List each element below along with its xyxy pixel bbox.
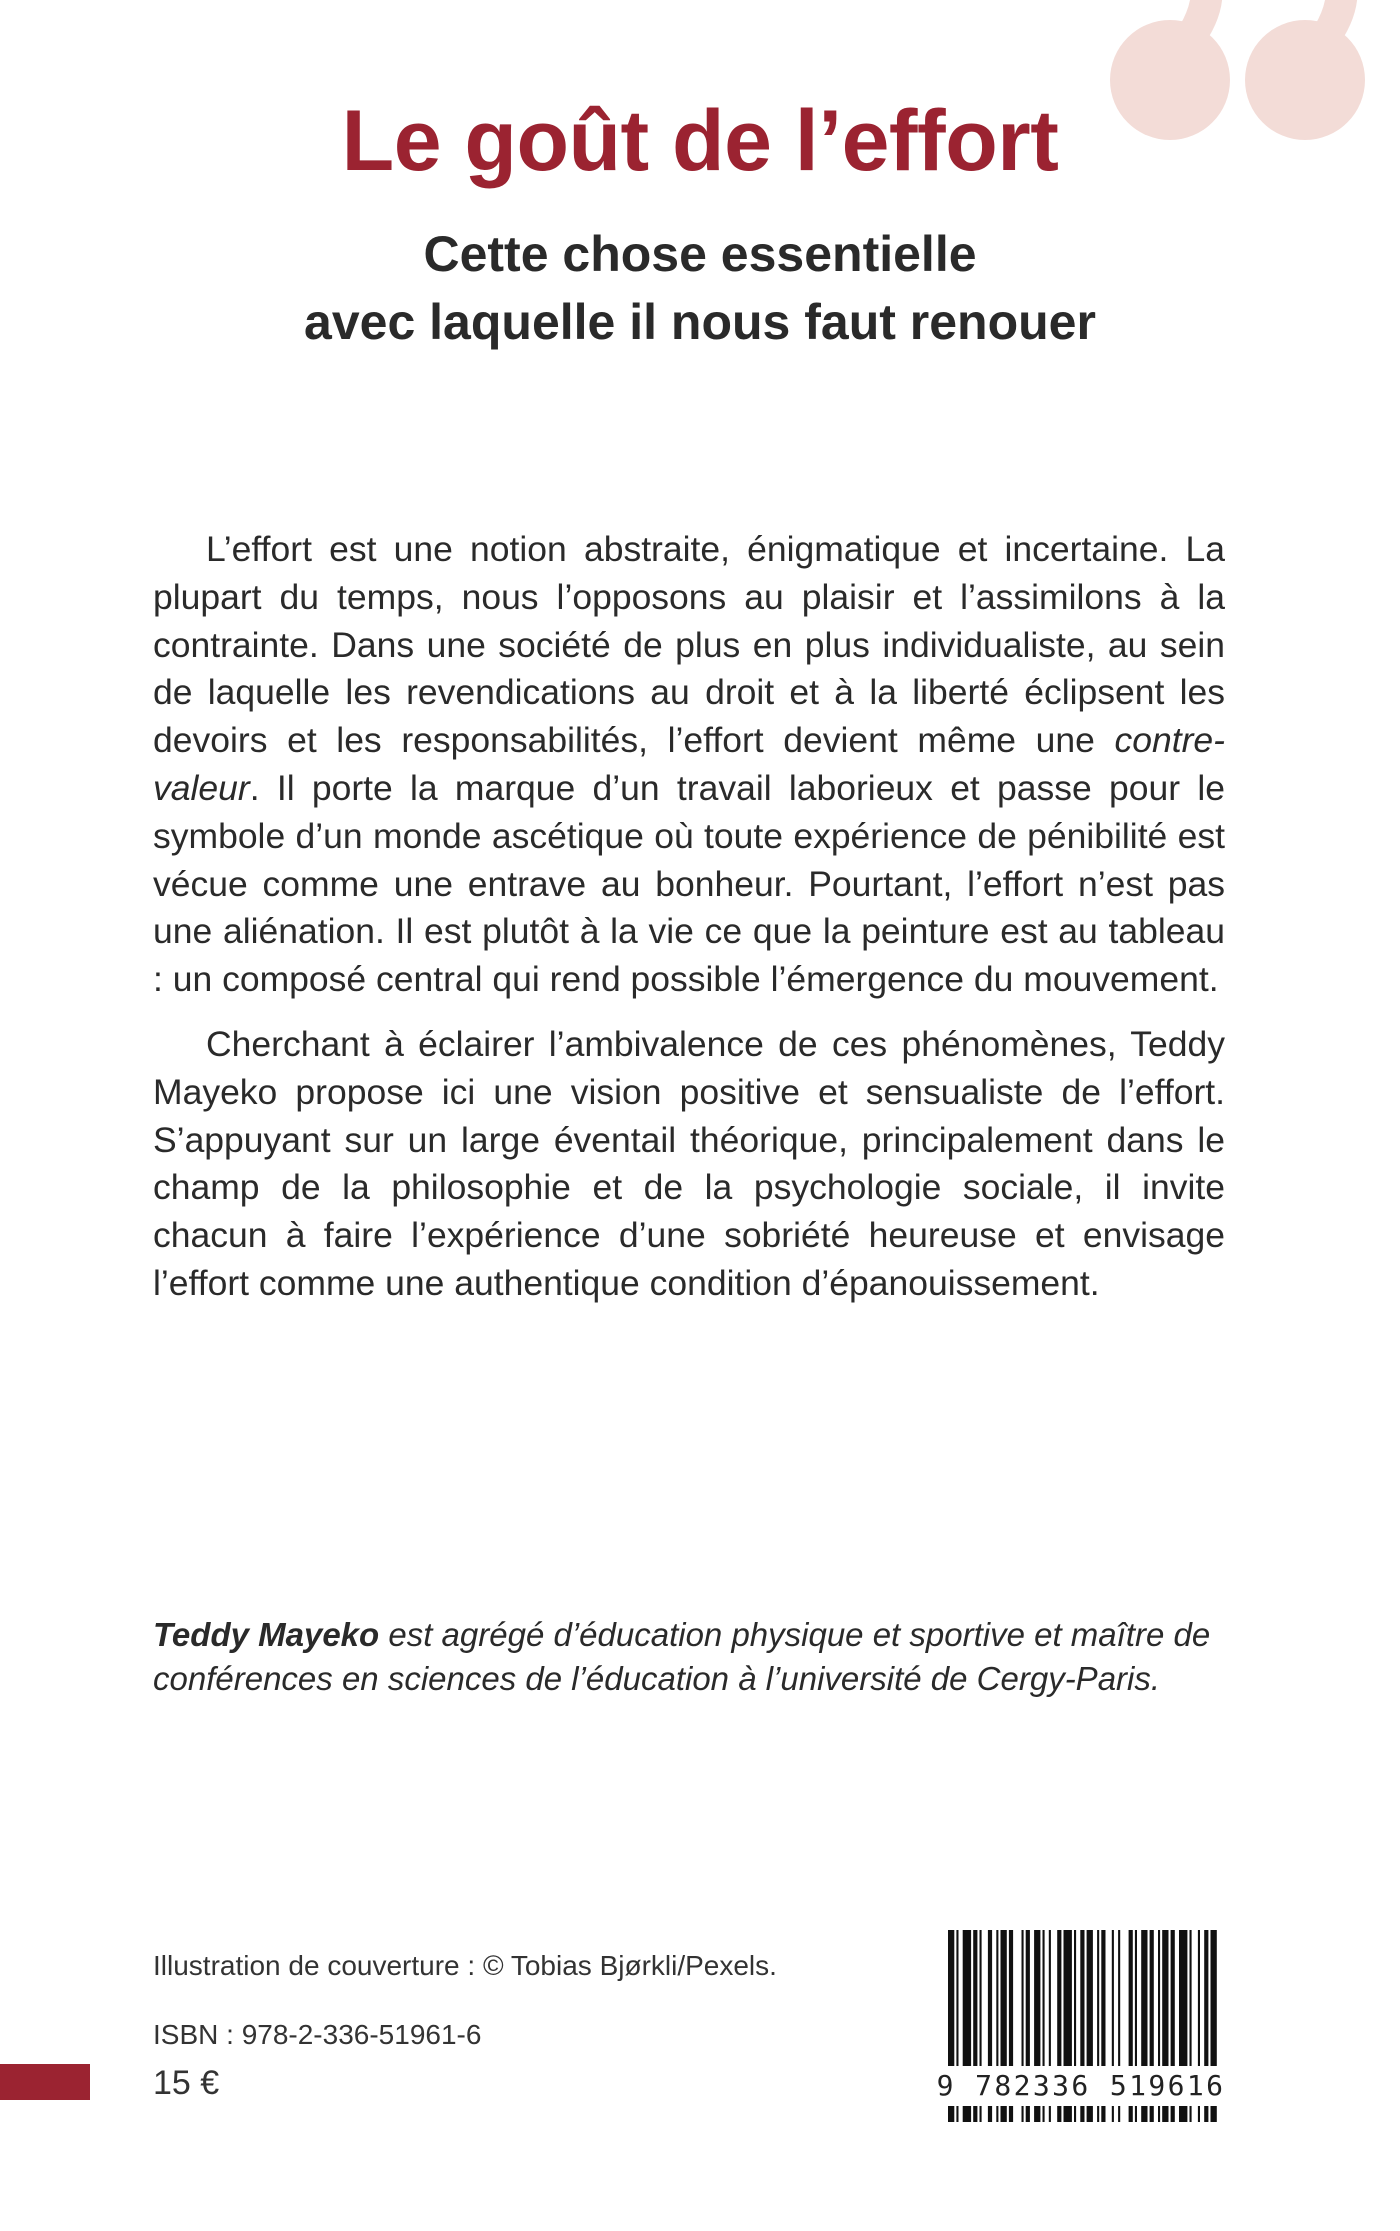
blurb-p1-end: . Il porte la marque d’un travail laborieux et passe pour le symbole d’un monde ascétique où toute expérience de pénibilité est vécue comme une entrave au bonheur. Pourtant, l’effort n’est pas une aliénation. Il est plutôt à la vie ce que la peinture est au tableau : un composé central qui rend possible l’émergence du mouvement. (153, 767, 1225, 1000)
author-bio (153, 1613, 1233, 1700)
isbn: ISBN : 978-2-336-51961-6 (153, 2019, 482, 2050)
price: 15 € (153, 2064, 220, 2102)
barcode-digits: 9 782336 519616 (924, 2066, 1238, 2106)
blurb-paragraph-1 (153, 526, 1225, 1004)
blurb-p1-italic: contre-valeur (153, 720, 1225, 808)
cover-credits: Illustration de couverture : © Tobias Bjørkli/Pexels. (153, 1950, 777, 1981)
subtitle-line-1: Cette chose essentielle (423, 226, 977, 282)
blurb-paragraph-2: Cherchant à éclairer l’ambivalence de ces phénomènes, Teddy Mayeko propose ici une vision positive et sensualiste de l’effort. S’appuyant sur un large éventail théorique, principalement dans le champ de la philosophie et de la psychologie sociale, il invite chacun à faire l’expérience d’une sobriété heureuse et envisage l’effort comme une authentique condition d’épanouissement. (153, 1023, 1225, 1303)
book-title: Le goût de l’effort (341, 93, 1059, 189)
author-name: Teddy Mayeko (153, 1616, 380, 1653)
blurb-p1-start: L’effort est une notion abstraite, énigmatique et incertaine. La plupart du temps, nous l’opposons au plaisir et l’assimilons à la contrainte. Dans une société de plus en plus individualiste, au sein de laquelle les revendications au droit et à la liberté éclipsent les devoirs et les responsabilités, l’effort devient même une (153, 529, 1225, 761)
accent-bar (0, 2064, 90, 2100)
author-bio-text: est agrégé d’éducation physique et sportive et maître de conférences en sciences de l’éducation à l’université de Cergy-Paris. (153, 1616, 1211, 1697)
book-subtitle (0, 220, 1400, 356)
subtitle-line-2: avec laquelle il nous faut renouer (304, 294, 1096, 350)
blurb (153, 526, 1225, 1308)
